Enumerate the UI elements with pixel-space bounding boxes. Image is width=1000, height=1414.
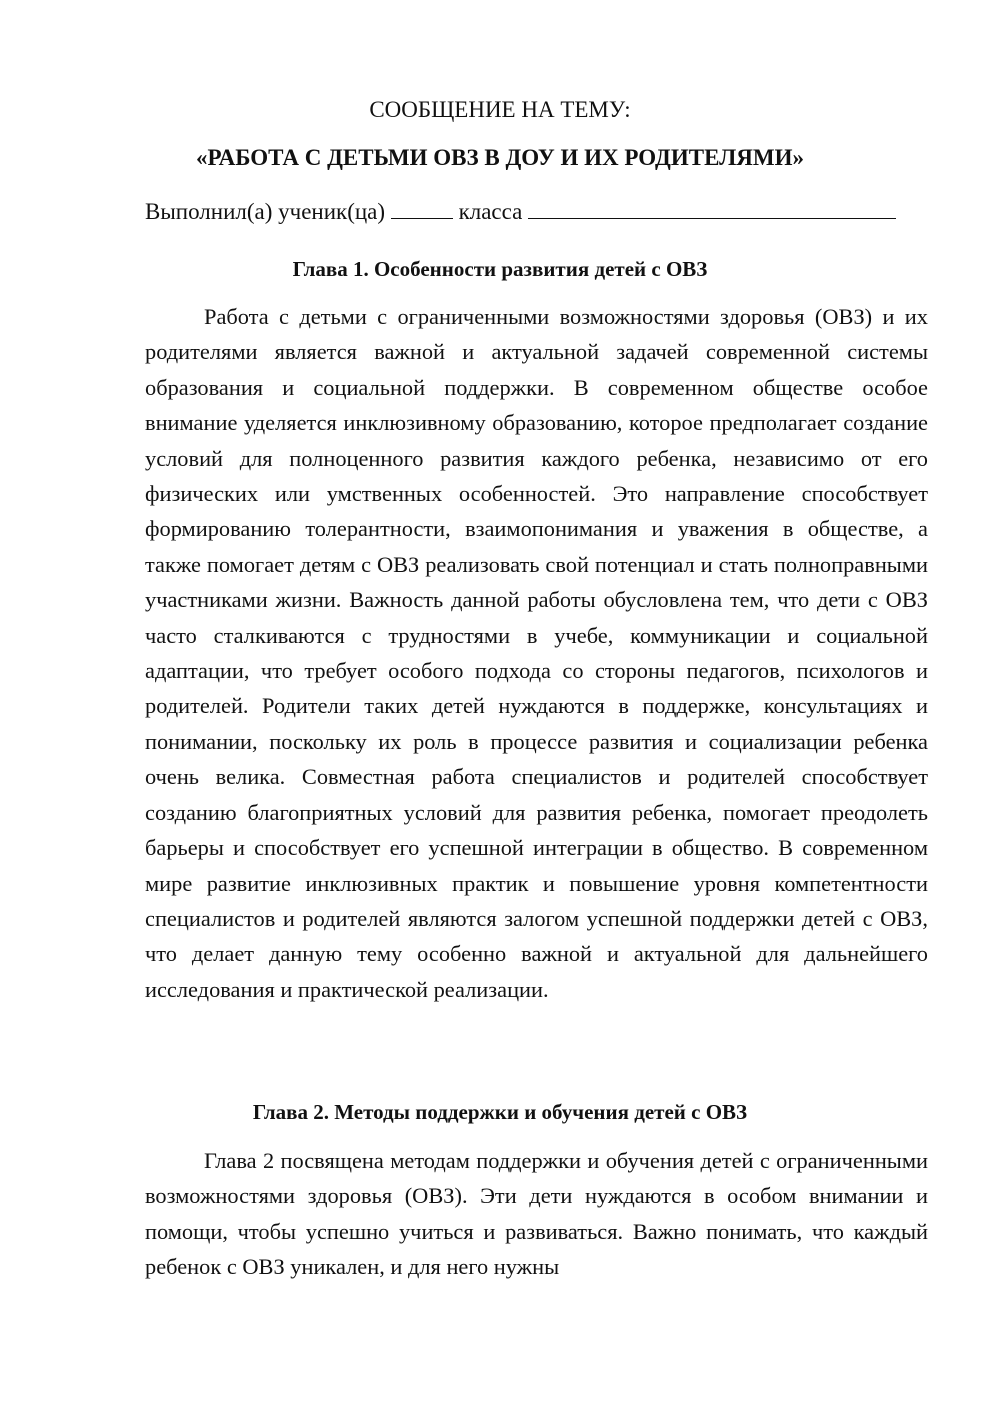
title-line-1: СООБЩЕНИЕ НА ТЕМУ: [369,97,631,122]
class-label: класса [458,199,523,224]
name-blank [528,196,896,219]
chapter-2-heading: Глава 2. Методы поддержки и обучения детей с ОВЗ [252,1100,748,1124]
author-line [145,196,896,227]
chapter-1-paragraph: Работа с детьми с ограниченными возможностями здоровья (ОВЗ) и их родителями является важной и актуальной задачей современной системы образования и социальной поддержки. В современном обществе особое внимание уделяется инклюзивному образованию, которое предполагает создание условий для полноценного развития каждого ребенка, независимо от его физических или умственных особенностей. Это направление способствует формированию толерантности, взаимопонимания и уважения в обществе, а также помогает детям с ОВЗ реализовать свой потенциал и стать полноправными участниками жизни. Важность данной работы обусловлена тем, что дети с ОВЗ часто сталкиваются с трудностями в учебе, коммуникации и социальной адаптации, что требует особого подхода со стороны педагогов, психологов и родителей. Родители таких детей нуждаются в поддержке, консультациях и понимании, поскольку их роль в процессе развития и социализации ребенка очень велика. Совместная работа специалистов и родителей способствует созданию благоприятных условий для развития ребенка, помогает преодолеть барьеры и способствует его успешной интеграции в общество. В современном мире развитие инклюзивных практик и повышение уровня компетентности специалистов и родителей являются залогом успешной поддержки детей с ОВЗ, что делает данную тему особенно важной и актуальной для дальнейшего исследования и практической реализации. [145,304,928,1002]
author-label: Выполнил(а) ученик(ца) [145,199,386,224]
chapter-1-heading: Глава 1. Особенности развития детей с ОВЗ [292,257,708,281]
chapter-2-paragraph: Глава 2 посвящена методам поддержки и обучения детей с ограниченными возможностями здоровья (ОВЗ). Эти дети нуждаются в особом внимании и помощи, чтобы успешно учиться и развиваться. Важно понимать, что каждый ребенок с ОВЗ уникален, и для него нужны [145,1148,928,1280]
title-line-2: «РАБОТА С ДЕТЬМИ ОВЗ В ДОУ И ИХ РОДИТЕЛЯМИ» [196,145,804,170]
class-number-blank [391,196,453,219]
